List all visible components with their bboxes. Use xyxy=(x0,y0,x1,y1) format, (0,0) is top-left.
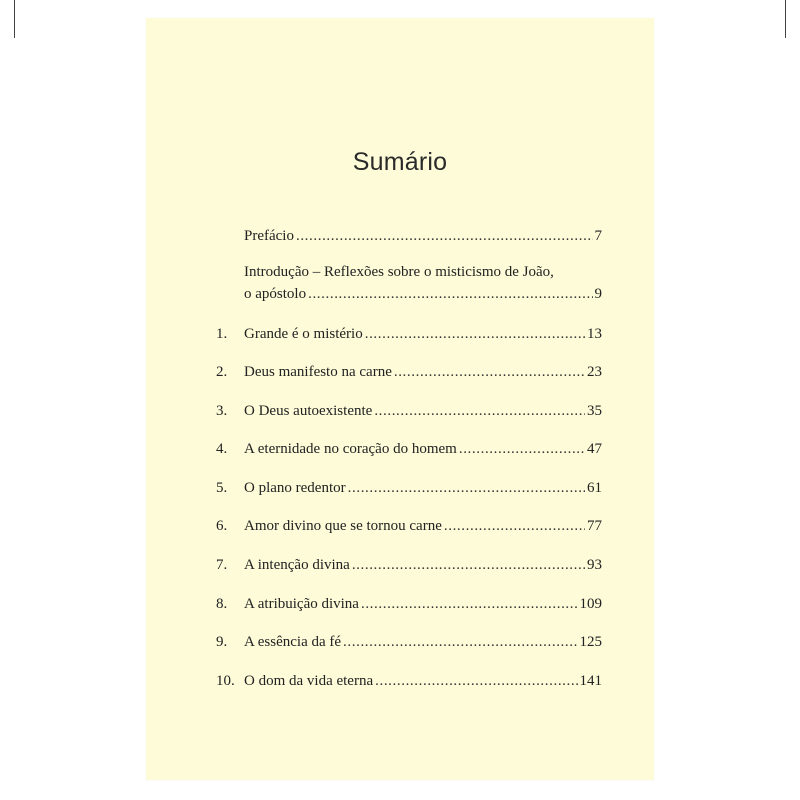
dot-leader xyxy=(348,478,585,498)
toc-entry-page: 7 xyxy=(594,228,602,244)
toc-entry-page: 9 xyxy=(594,286,602,302)
dot-leader xyxy=(459,439,585,459)
toc-entry-chapter xyxy=(146,555,654,575)
toc-entry-chapter xyxy=(146,362,654,382)
chapter-number: 2. xyxy=(216,364,228,380)
toc-entry-label: A intenção divina xyxy=(244,557,350,573)
toc-entry-label: Amor divino que se tornou carne xyxy=(244,518,442,534)
chapter-number: 6. xyxy=(216,518,228,534)
chapter-number: 5. xyxy=(216,480,228,496)
toc-entry-page: 23 xyxy=(587,364,602,380)
toc-entry-chapter xyxy=(146,324,654,344)
chapter-number: 9. xyxy=(216,634,228,650)
toc-entry-label: Prefácio xyxy=(244,228,294,244)
toc-entry-label: A eternidade no coração do homem xyxy=(244,441,457,457)
toc-entry-label: O plano redentor xyxy=(244,480,346,496)
toc-entry-label: A essência da fé xyxy=(244,634,342,650)
dot-leader xyxy=(361,594,578,614)
dot-leader xyxy=(374,401,585,421)
toc-entry-label: Grande é o mistério xyxy=(244,326,363,342)
toc-entry-chapter xyxy=(146,671,654,691)
toc-entry-page: 93 xyxy=(587,557,602,573)
chapter-number: 4. xyxy=(216,441,228,457)
toc-entry-chapter xyxy=(146,439,654,459)
toc-entry-label: Introdução – Reflexões sobre o misticismo de João, xyxy=(244,264,554,280)
chapter-number: 1. xyxy=(216,326,228,342)
toc-entry-label: O dom da vida eterna xyxy=(244,673,374,689)
crop-mark-top-right xyxy=(785,0,800,38)
toc-entry-chapter xyxy=(146,401,654,421)
toc-entry-label: Deus manifesto na carne xyxy=(244,364,392,380)
toc-entry-chapter xyxy=(146,632,654,652)
chapter-number: 7. xyxy=(216,557,228,573)
toc-entry-label: o apóstolo xyxy=(244,286,307,302)
toc-entry-intro-line2 xyxy=(146,284,654,304)
toc-entry-page: 35 xyxy=(587,403,602,419)
toc-entry-page: 77 xyxy=(587,518,602,534)
page-title: Sumário xyxy=(352,148,448,176)
toc-entry-page: 109 xyxy=(579,596,602,612)
dot-leader xyxy=(394,362,585,382)
dot-leader xyxy=(296,226,593,246)
toc-entry-chapter xyxy=(146,516,654,536)
toc-entry-label: O Deus autoexistente xyxy=(244,403,373,419)
toc-entry-chapter xyxy=(146,594,654,614)
dot-leader xyxy=(375,671,577,691)
toc-entry-preface xyxy=(146,226,654,246)
toc-entry-page: 13 xyxy=(587,326,602,342)
toc-entry-page: 125 xyxy=(579,634,602,650)
dot-leader xyxy=(444,516,585,536)
toc-entry-chapter xyxy=(146,478,654,498)
toc-entry-page: 61 xyxy=(587,480,602,496)
dot-leader xyxy=(308,284,592,304)
chapter-number: 8. xyxy=(216,596,228,612)
chapter-number: 3. xyxy=(216,403,228,419)
toc-entry-page: 141 xyxy=(579,673,602,689)
toc-entry-page: 47 xyxy=(587,441,602,457)
toc-entry-label: A atribuição divina xyxy=(244,596,359,612)
toc-entry-intro-line1 xyxy=(146,262,654,282)
dot-leader xyxy=(365,324,585,344)
dot-leader xyxy=(343,632,577,652)
crop-mark-top-left xyxy=(0,0,15,38)
book-page xyxy=(146,18,654,780)
chapter-number: 10. xyxy=(216,673,235,689)
dot-leader xyxy=(352,555,585,575)
